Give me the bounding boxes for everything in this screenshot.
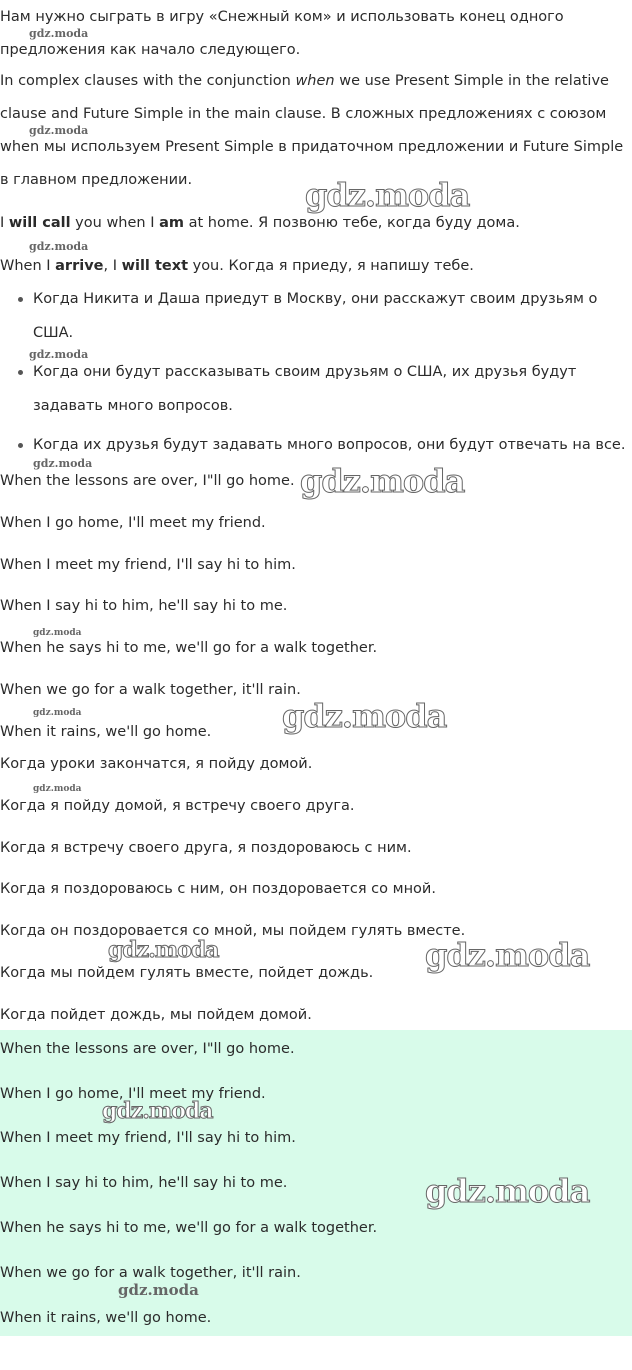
watermark: gdz.moda	[305, 176, 470, 214]
english-chain-line: When the lessons are over, I"ll go home.	[0, 473, 295, 489]
answer-line: When I say hi to him, he'll say hi to me.	[0, 1175, 288, 1191]
example-1-verb: am	[159, 215, 184, 231]
russian-chain-line: Когда я встречу своего друга, я поздороваюсь с ним.	[0, 840, 412, 856]
russian-chain-line: Когда я пойду домой, я встречу своего друга.	[0, 798, 355, 814]
watermark: gdz.moda	[425, 1172, 590, 1210]
example-2	[0, 256, 474, 276]
watermark: gdz.moda	[29, 27, 89, 40]
watermark: gdz.moda	[33, 784, 82, 794]
intro-line-1: Нам нужно сыграть в игру «Снежный ком» и использовать конец одного	[0, 9, 564, 25]
watermark: gdz.moda	[33, 708, 82, 718]
example-2-part: When I	[0, 258, 56, 274]
watermark: gdz.moda	[425, 936, 590, 974]
english-chain-line: When I go home, I'll meet my friend.	[0, 515, 266, 531]
watermark: gdz.moda	[29, 348, 89, 361]
watermark: gdz.moda	[300, 462, 465, 500]
bullet-item: Когда Никита и Даша приедут в Москву, они расскажут своим друзьям о США.	[0, 282, 632, 350]
english-chain-line: When I meet my friend, I'll say hi to him.	[0, 557, 296, 573]
watermark: gdz.moda	[282, 697, 447, 735]
rule-text-pre: In complex clauses with the conjunction	[0, 73, 296, 89]
rule-when-word: when	[295, 73, 335, 89]
english-chain-line: When he says hi to me, we'll go for a walk together.	[0, 640, 378, 656]
bullet-item: Когда их друзья будут задавать много вопросов, они будут отвечать на все.	[0, 428, 632, 462]
english-chain-line: When I say hi to him, he'll say hi to me.	[0, 598, 288, 614]
watermark: gdz.moda	[33, 457, 93, 470]
bullet-list	[0, 282, 632, 467]
example-2-part: , I	[103, 258, 122, 274]
answer-line: When the lessons are over, I"ll go home.	[0, 1041, 295, 1057]
example-2-verb: arrive	[55, 258, 104, 274]
example-2-verb: will text	[121, 258, 188, 274]
answer-line: When it rains, we'll go home.	[0, 1310, 212, 1326]
watermark: gdz.moda	[33, 628, 82, 638]
watermark: gdz.moda	[102, 1098, 213, 1124]
russian-chain-line: Когда пойдет дождь, мы пойдем домой.	[0, 1007, 312, 1023]
example-2-part: you. Когда я приеду, я напишу тебе.	[188, 258, 474, 274]
russian-chain-line: Когда мы пойдем гулять вместе, пойдет дождь.	[0, 965, 374, 981]
example-1-verb: will call	[8, 215, 71, 231]
rule-text-post: we use Present Simple in the relative clause and Future Simple in the main clause. В сложных предложениях с союзом when мы используем Present Simple в придаточном предложении и Future Simple в главном предложении.	[0, 73, 624, 188]
answer-line: When we go for a walk together, it'll rain.	[0, 1265, 301, 1281]
russian-chain-line: Когда он поздоровается со мной, мы пойдем гулять вместе.	[0, 923, 466, 939]
english-chain-line: When we go for a walk together, it'll rain.	[0, 682, 301, 698]
example-1	[0, 213, 520, 233]
rule-paragraph	[0, 65, 632, 197]
bullet-item: Когда они будут рассказывать своим друзьям о США, их друзья будут задавать много вопросов.	[0, 355, 632, 423]
example-1-part: at home. Я позвоню тебе, когда буду дома.	[184, 215, 520, 231]
english-chain-line: When it rains, we'll go home.	[0, 724, 212, 740]
answer-line: When I meet my friend, I'll say hi to him.	[0, 1130, 296, 1146]
intro-line-2: предложения как начало следующего.	[0, 42, 301, 58]
russian-chain-line: Когда я поздороваюсь с ним, он поздоровается со мной.	[0, 881, 436, 897]
watermark: gdz.moda	[29, 240, 89, 253]
watermark: gdz.moda	[118, 1281, 199, 1299]
watermark: gdz.moda	[108, 937, 219, 963]
example-1-part: I	[0, 215, 9, 231]
example-1-part: you when I	[70, 215, 160, 231]
answer-line: When he says hi to me, we'll go for a walk together.	[0, 1220, 378, 1236]
answer-line: When I go home, I'll meet my friend.	[0, 1086, 266, 1102]
russian-chain-line: Когда уроки закончатся, я пойду домой.	[0, 756, 313, 772]
watermark: gdz.moda	[29, 124, 89, 137]
